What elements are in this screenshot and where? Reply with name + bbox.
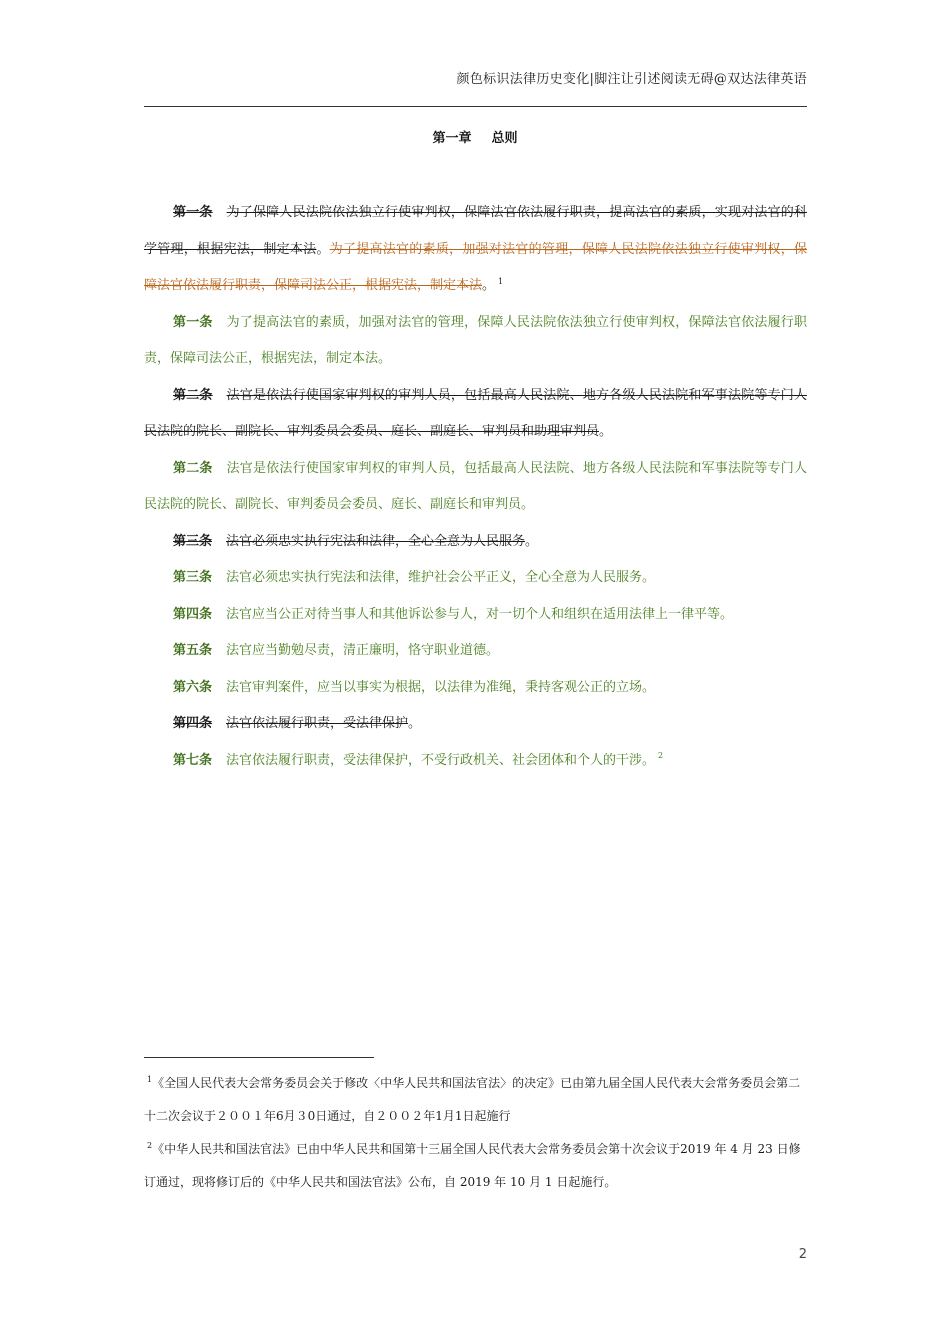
chapter-heading (0, 127, 950, 146)
running-header: 颜色标识法律历史变化|脚注让引述阅读无碍@双达法律英语 (456, 72, 807, 87)
article-7-current (144, 743, 807, 780)
article-text-deleted: 为了保障人民法院依法独立行使审判权，保障法官依法履行职责，提高法官的素质，实现对法官的科学管理，根据宪法，制定本法 (144, 205, 807, 257)
article-list (144, 195, 807, 779)
footnotes (144, 1067, 807, 1199)
article-punct: 。 (482, 278, 496, 293)
article-label: 第二条 (173, 460, 213, 476)
article-text-amended-2001: 为了提高法官的素质，加强对法官的管理，保障人民法院依法独立行使审判权，保障法官依法履行职责，保障司法公正，根据宪法，制定本法 (144, 241, 807, 293)
article-punct: 。 (316, 241, 330, 257)
chapter-title: 总则 (491, 131, 518, 146)
article-label: 第三条 (173, 570, 213, 585)
article-punct: 。 (408, 716, 422, 731)
article-text-deleted: 法官必须忠实执行宪法和法律，全心全意为人民服务 (226, 533, 526, 549)
footnote-mark: 1 (147, 1075, 153, 1084)
footnote-2 (144, 1133, 807, 1199)
article-4-original (173, 716, 408, 731)
article-text-current: 法官应当勤勉尽责，清正廉明，恪守职业道德。 (226, 643, 500, 658)
article-text-deleted: 法官是依法行使国家审判权的审判人员，包括最高人民法院、地方各级人民法院和军事法院等专门人民法院的院长、副院长、审判委员会委员、庭长、副庭长、审判员和助理审判员 (144, 387, 807, 439)
footnote-divider (144, 1057, 374, 1058)
article-text-current: 为了提高法官的素质，加强对法官的管理，保障人民法院依法独立行使审判权，保障法官依法履行职责，保障司法公正，根据宪法，制定本法。 (144, 314, 807, 366)
footnote-1 (144, 1067, 807, 1133)
article-4-current (144, 597, 807, 634)
article-3-historical (144, 524, 807, 561)
footnote-mark: 2 (147, 1141, 153, 1150)
article-text-current: 法官应当公正对待当事人和其他诉讼参与人，对一切个人和组织在适用法律上一律平等。 (226, 606, 734, 622)
article-label: 第四条 (173, 716, 213, 731)
article-3-original (173, 534, 525, 549)
article-label: 第一条 (173, 205, 213, 220)
article-text-current: 法官审判案件，应当以事实为根据，以法律为准绳，秉持客观公正的立场。 (226, 679, 656, 695)
article-label: 第四条 (173, 606, 213, 622)
article-text-current: 法官必须忠实执行宪法和法律，维护社会公平正义，全心全意为人民服务。 (226, 570, 656, 585)
article-label: 第一条 (173, 314, 213, 330)
article-1-historical (144, 195, 807, 305)
article-label: 第三条 (173, 533, 213, 549)
article-label: 第六条 (173, 679, 213, 695)
article-2-historical (144, 378, 807, 451)
article-5-current (144, 633, 807, 670)
article-label: 第二条 (173, 387, 213, 403)
article-3-current (144, 560, 807, 597)
footnote-text: 《中华人民共和国法官法》已由中华人民共和国第十三届全国人民代表大会常务委员会第十次会议于2019 年 4 月 23 日修订通过，现将修订后的《中华人民共和国法官法》公布，自 2019 年 10 月 1 日起施行。 (144, 1142, 801, 1189)
footnote-text: 《全国人民代表大会常务委员会关于修改〈中华人民共和国法官法〉的决定》已由第九届全国人民代表大会常务委员会第二十二次会议于２００１年6月３0日通过，自２００２年1月1日起施行 (144, 1076, 801, 1123)
article-1-current (144, 305, 807, 378)
article-text-current: 法官是依法行使国家审判权的审判人员，包括最高人民法院、地方各级人民法院和军事法院等专门人民法院的院长、副院长、审判委员会委员、庭长、副庭长和审判员。 (144, 460, 807, 512)
article-2-original (144, 388, 807, 440)
footnote-ref-1[interactable]: 1 (498, 276, 504, 286)
article-4-historical (144, 706, 807, 743)
article-label: 第五条 (173, 643, 213, 658)
page-number: 2 (798, 1247, 807, 1262)
article-6-current (144, 670, 807, 707)
chapter-number: 第一章 (432, 131, 472, 146)
article-2-current (144, 451, 807, 524)
header-divider (144, 106, 807, 107)
article-punct: 。 (599, 424, 613, 439)
article-text-current: 法官依法履行职责，受法律保护，不受行政机关、社会团体和个人的干涉。 (226, 752, 656, 768)
article-punct: 。 (525, 533, 539, 549)
article-label: 第七条 (173, 752, 213, 768)
footnote-ref-2[interactable]: 2 (658, 751, 664, 761)
article-text-deleted: 法官依法履行职责，受法律保护 (226, 716, 409, 731)
